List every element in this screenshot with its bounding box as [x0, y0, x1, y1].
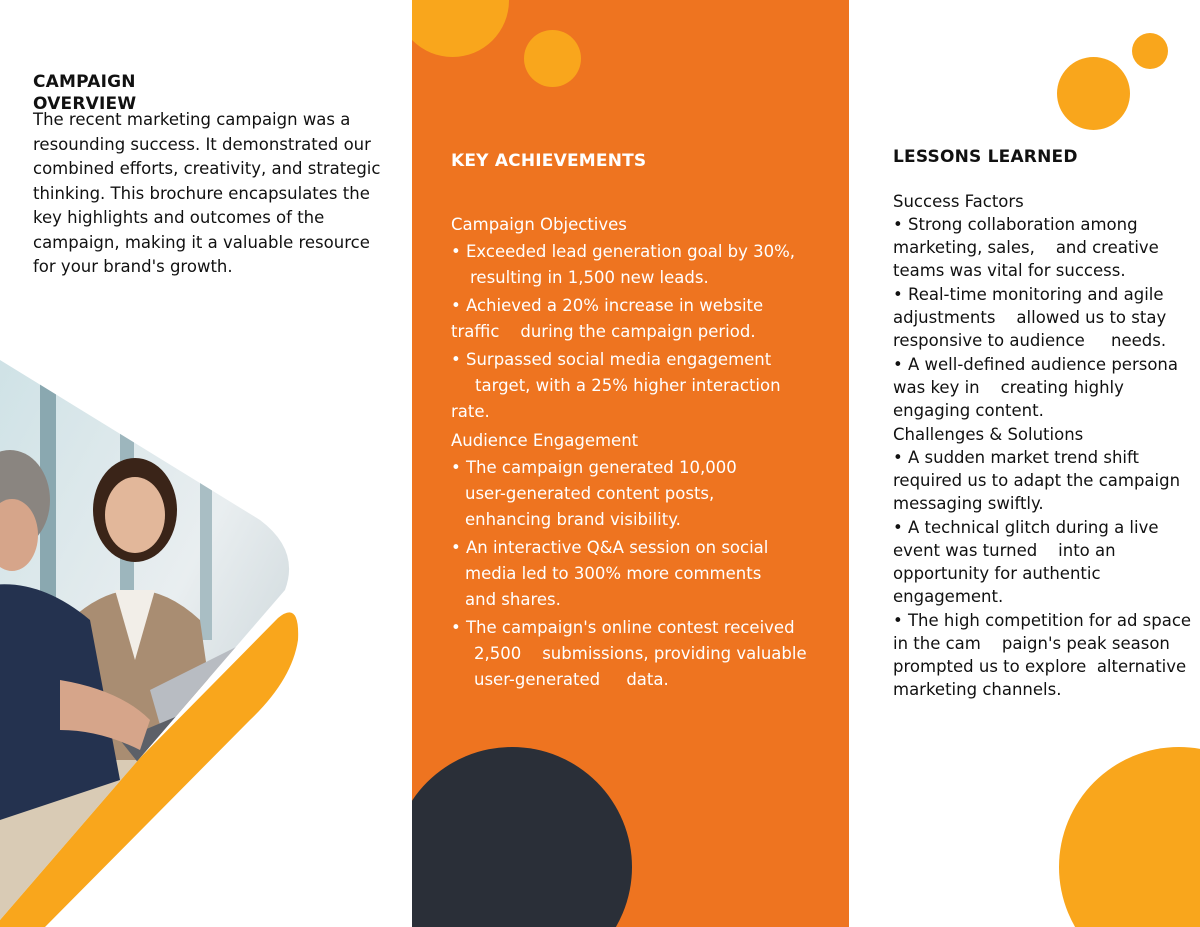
lesson-item: • Strong collaboration among marketing, sales, and creative teams was vital for success. [893, 215, 1165, 280]
achievement-item [451, 293, 831, 345]
item-line: • An interactive Q&A session on social [451, 538, 769, 557]
item-line: enhancing brand visibility. [465, 510, 681, 529]
right-panel [849, 0, 1200, 927]
title-line-2: OVERVIEW [33, 94, 137, 114]
achievement-item [451, 347, 831, 425]
section-heading-success-factors: Success Factors [893, 192, 1024, 211]
section-heading-audience-engagement: Audience Engagement [451, 431, 639, 450]
lesson-item: • A technical glitch during a live event was turned into an opportunity for authentic engagement. [893, 518, 1164, 606]
item-line: • Achieved a 20% increase in website [451, 296, 764, 315]
decor-circle-medium [1057, 57, 1130, 130]
achievement-item [451, 535, 831, 613]
item-line: • The campaign's online contest received [451, 618, 795, 637]
decor-circle-bottom [1059, 747, 1200, 927]
item-line: • The campaign generated 10,000 [451, 458, 737, 477]
item-line: • Exceeded lead generation goal by 30%, [451, 242, 796, 261]
lesson-item: • Real-time monitoring and agile adjustments allowed us to stay responsive to audience needs. [893, 285, 1172, 350]
title-line-1: CAMPAIGN [33, 72, 136, 92]
item-line: 2,500 submissions, providing valuable [474, 644, 807, 663]
item-line: traffic during the campaign period. [451, 322, 756, 341]
item-line: rate. [451, 402, 490, 421]
item-line: and shares. [465, 590, 561, 609]
achievements-list [451, 211, 831, 695]
section-heading-challenges-solutions: Challenges & Solutions [893, 425, 1084, 444]
lesson-item: • A sudden market trend shift required us to adapt the campaign messaging swiftly. [893, 448, 1186, 513]
section-heading-campaign-objectives: Campaign Objectives [451, 215, 627, 234]
item-line: target, with a 25% higher interaction [475, 376, 781, 395]
achievement-item [451, 455, 831, 533]
achievement-item [451, 239, 831, 291]
lessons-list [893, 190, 1197, 702]
lesson-item: • The high competition for ad space in the cam paign's peak season prompted us to explore alternative marketing channels. [893, 611, 1197, 699]
item-line: user-generated content posts, [465, 484, 715, 503]
item-line: user-generated data. [474, 670, 669, 689]
item-line: media led to 300% more comments [465, 564, 762, 583]
decor-circle-small [524, 30, 581, 87]
campaign-overview-body: The recent marketing campaign was a resounding success. It demonstrated our combined efforts, creativity, and strategic thinking. This brochure encapsulates the key highlights and outcomes of the campaign, making it a valuable resource for your brand's growth. [33, 110, 381, 276]
lesson-item: • A well-defined audience persona was key in creating highly engaging content. [893, 355, 1184, 420]
lessons-learned-title: LESSONS LEARNED [893, 147, 1078, 167]
key-achievements-title: KEY ACHIEVEMENTS [451, 151, 647, 171]
decor-circle-dark [412, 747, 632, 927]
decor-circle-top [412, 0, 509, 57]
achievement-item [451, 615, 831, 693]
middle-panel [412, 0, 849, 927]
decor-circle-small [1132, 33, 1168, 69]
item-line: • Surpassed social media engagement [451, 350, 772, 369]
item-line: resulting in 1,500 new leads. [470, 268, 709, 287]
team-photo [0, 360, 300, 927]
left-panel [0, 0, 412, 927]
